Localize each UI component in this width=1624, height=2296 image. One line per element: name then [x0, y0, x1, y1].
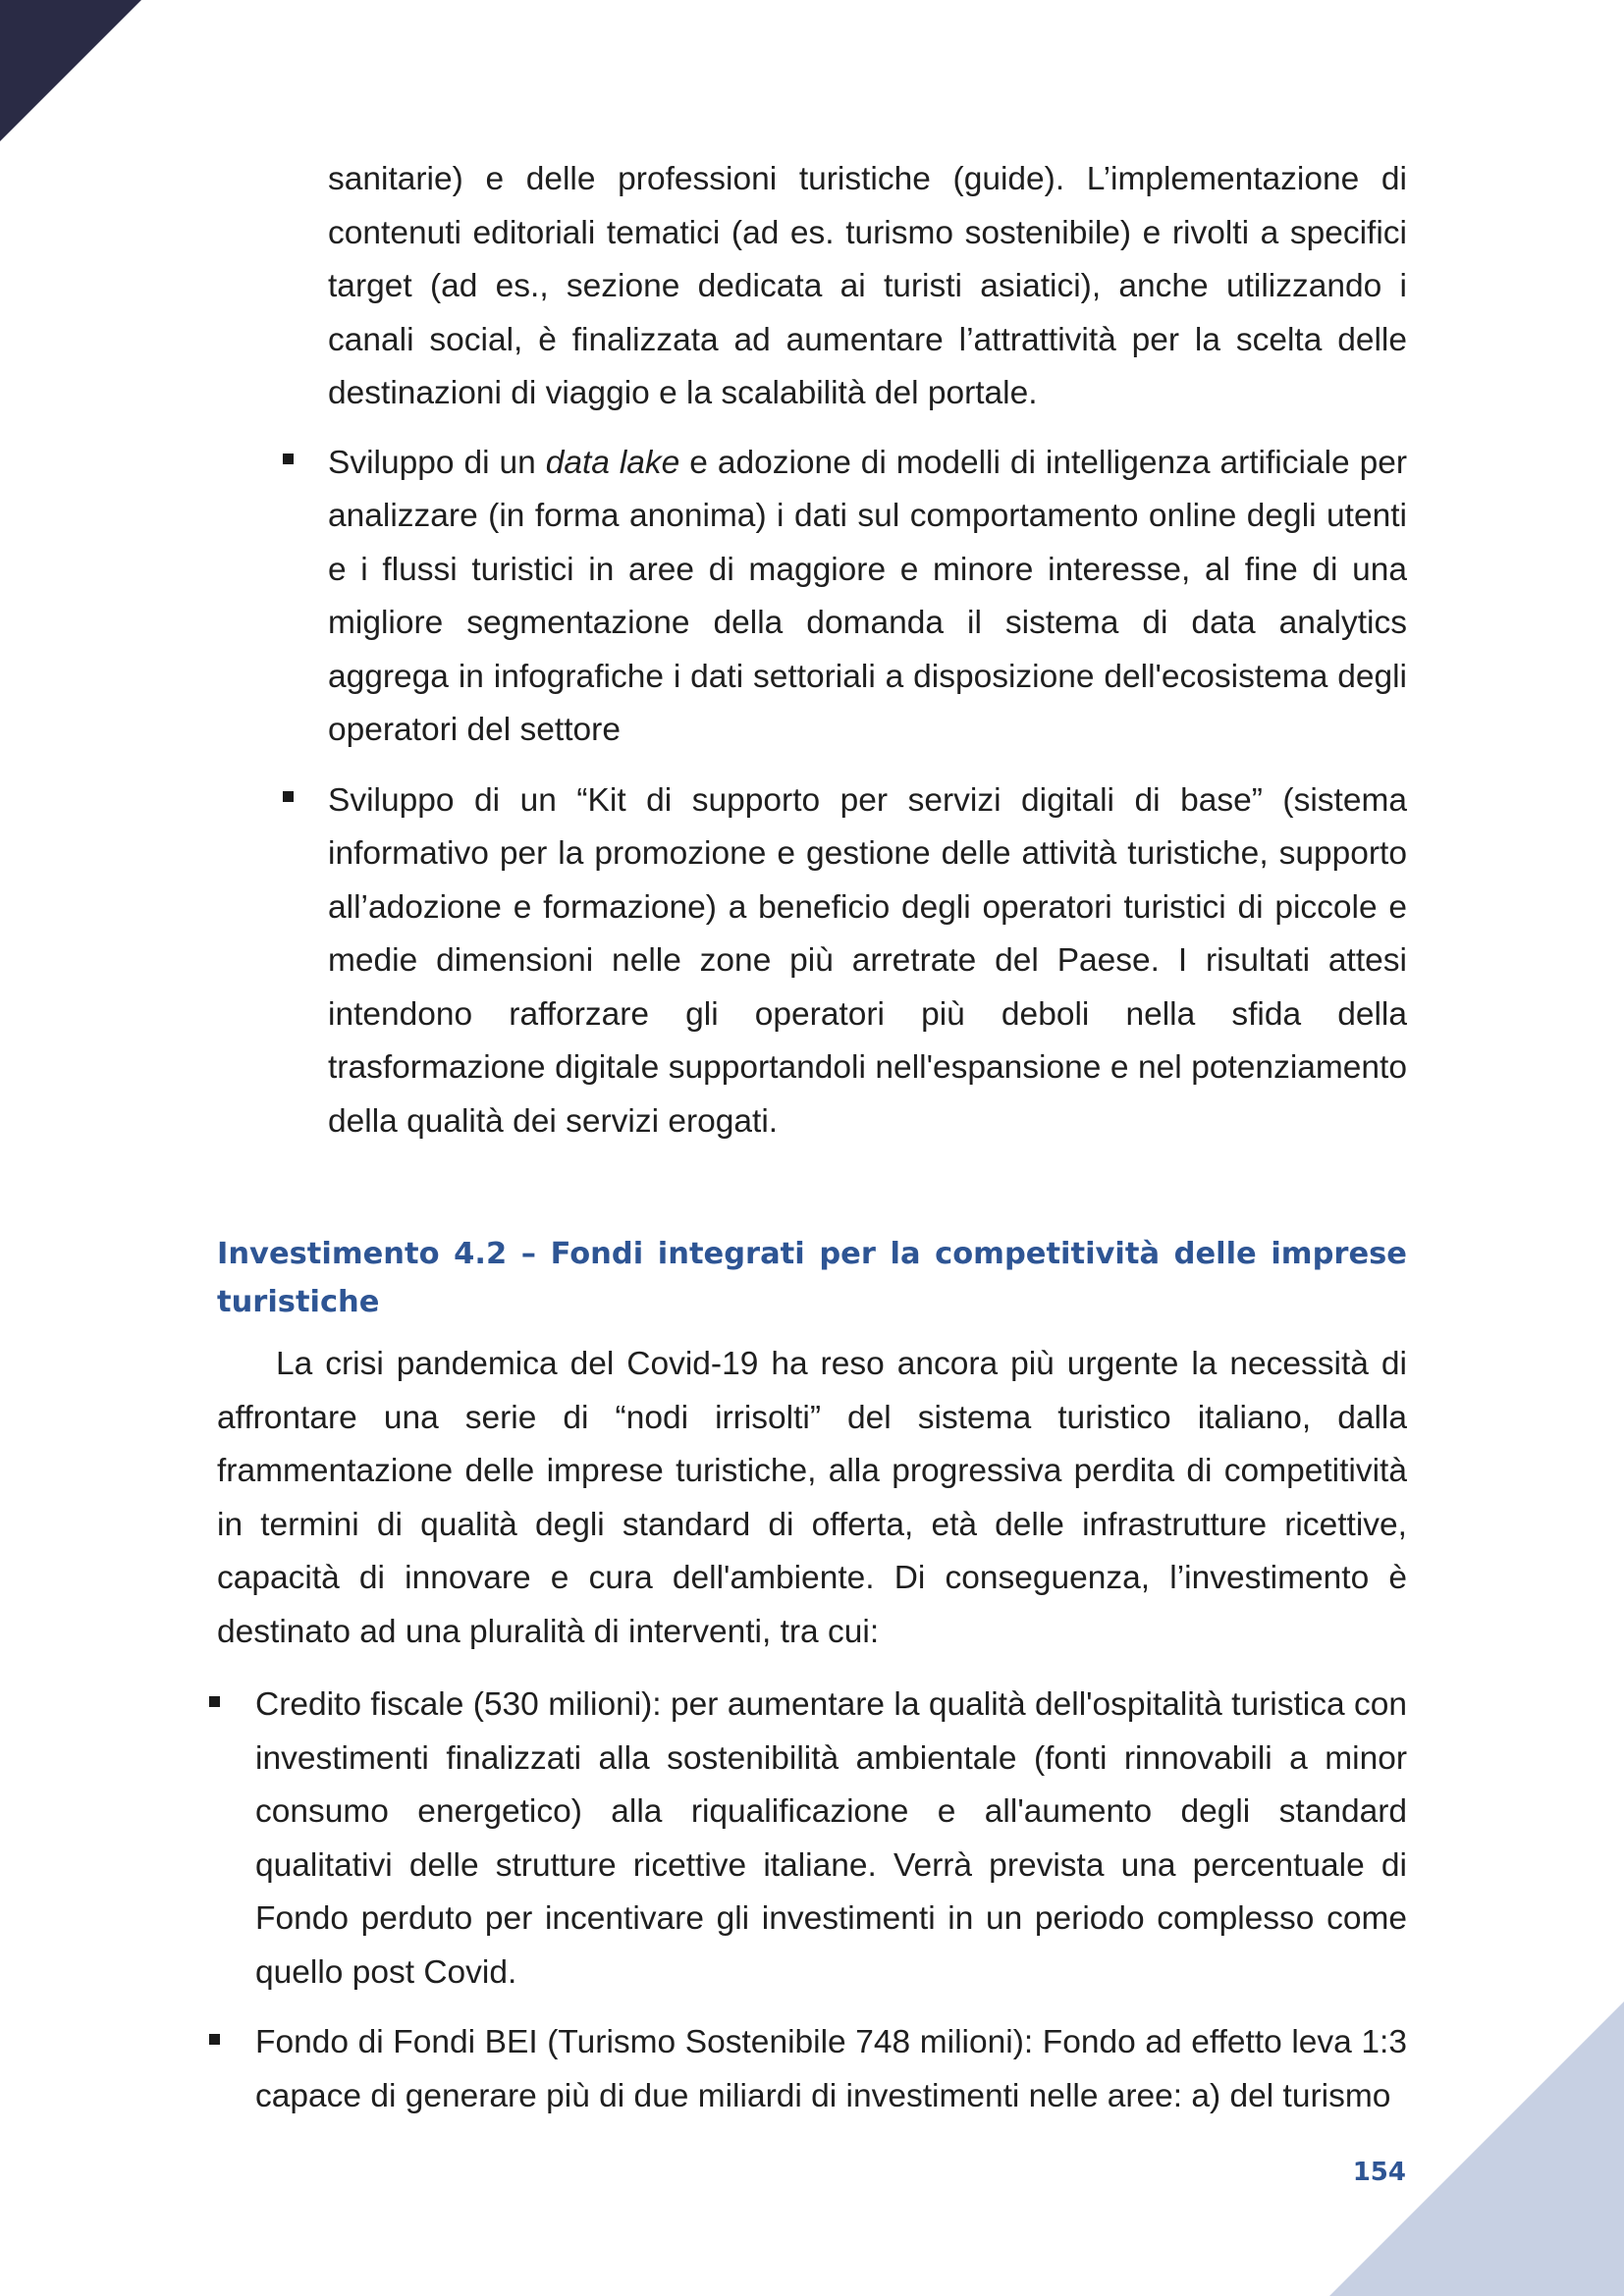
continuation-paragraph: sanitarie) e delle professioni turistiche (guide). L’implementazione di contenuti editoriali tematici (ad es. turismo sostenibile) e rivolti a specifici target (ad es., sezione dedicata ai turisti asiatici), anche utilizzando i canali social, è finalizzata ad aumentare l’attrattività per la scelta delle destinazioni di viaggio e la scalabilità del portale.	[328, 161, 1407, 411]
list-item	[328, 774, 1407, 1149]
list-item	[255, 2016, 1407, 2123]
page-number: 154	[1352, 2158, 1406, 2187]
list-item-italic-term: data lake	[545, 444, 680, 481]
square-bullet-icon	[209, 2034, 220, 2045]
page-content	[217, 153, 1407, 2140]
list-item-text: Sviluppo di un “Kit di supporto per servizi digitali di base” (sistema informativo per la promozione e gestione delle attività turistiche, supporto all’adozione e formazione) a beneficio degli operatori turistici di piccole e medie dimensioni nelle zone più arretrate del Paese. I risultati attesi intendono rafforzare gli operatori più deboli nella sfida della trasformazione digitale supportandoli nell'espansione e nel potenziamento della qualità dei servizi erogati.	[328, 781, 1407, 1140]
section-heading: Investimento 4.2 – Fondi integrati per la competitività delle imprese turistiche	[217, 1237, 1407, 1319]
list-item-text: Fondo di Fondi BEI (Turismo Sostenibile 748 milioni): Fondo ad effetto leva 1:3 capace di generare più di due miliardi di investimenti nelle aree: a) del turismo	[255, 2024, 1407, 2114]
corner-decoration-bottom-right	[1329, 2002, 1624, 2296]
main-bullet-list	[217, 1679, 1407, 2123]
list-item-text-start: Sviluppo di un	[328, 444, 546, 481]
corner-decoration-top-left	[0, 0, 141, 141]
list-item-text-end: e adozione di modelli di intelligenza artificiale per analizzare (in forma anonima) i dati sul comportamento online degli utenti e i flussi turistici in aree di maggiore e minore interesse, al fine di una migliore segmentazione della domanda il sistema di data analytics aggrega in infografiche i dati settoriali a disposizione dell'ecosistema degli operatori del settore	[328, 444, 1408, 748]
list-item	[328, 437, 1407, 758]
list-item-text: Credito fiscale (530 milioni): per aumentare la qualità dell'ospitalità turistica con investimenti finalizzati alla sostenibilità ambientale (fonti rinnovabili a minor consumo energetico) alla riqualificazione e all'aumento degli standard qualitativi delle strutture ricettive italiane. Verrà prevista una percentuale di Fondo perduto per incentivare gli investimenti in un periodo complesso come quello post Covid.	[255, 1686, 1407, 1991]
intro-paragraph: La crisi pandemica del Covid-19 ha reso ancora più urgente la necessità di affrontare una serie di “nodi irrisolti” del sistema turistico italiano, dalla frammentazione delle imprese turistiche, alla progressiva perdita di competitività in termini di qualità degli standard di offerta, età delle infrastrutture ricettive, capacità di innovare e cura dell'ambiente. Di conseguenza, l’investimento è destinato ad una pluralità di interventi, tra cui:	[217, 1346, 1407, 1650]
square-bullet-icon	[283, 791, 294, 802]
list-item	[255, 1679, 1407, 2000]
sub-bullet-list	[217, 437, 1407, 1149]
square-bullet-icon	[209, 1696, 220, 1707]
square-bullet-icon	[283, 454, 294, 464]
